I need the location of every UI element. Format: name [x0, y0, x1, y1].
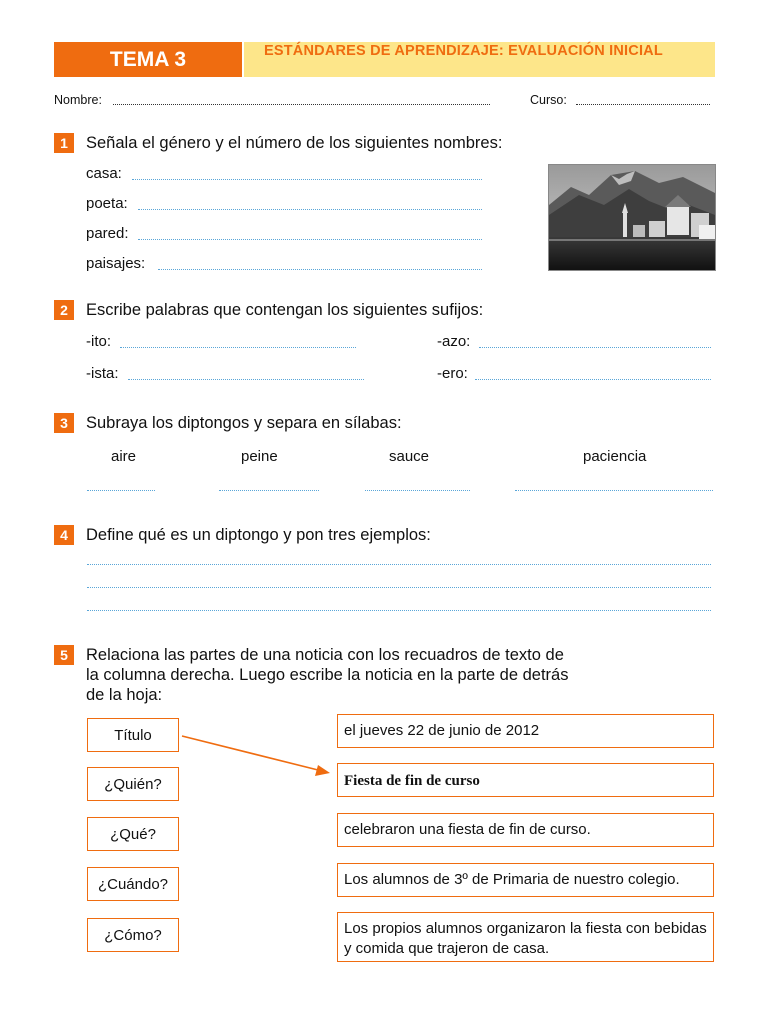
q2-suffix-ero: -ero:: [437, 365, 468, 382]
q3-word-paciencia[interactable]: paciencia: [583, 448, 647, 465]
q5-left-box-titulo[interactable]: Título: [87, 718, 179, 752]
q5-left-box-como[interactable]: ¿Cómo?: [87, 918, 179, 952]
q3-word-peine[interactable]: peine: [241, 448, 278, 465]
tema-badge: TEMA 3: [54, 42, 242, 77]
q1-word-pared: pared:: [86, 225, 129, 242]
q5-left-box-cuando[interactable]: ¿Cuándo?: [87, 867, 179, 901]
question-1-number: 1: [54, 133, 74, 153]
question-5-text-line-3: de la hoja:: [86, 686, 163, 704]
q3-word-sauce[interactable]: sauce: [389, 448, 430, 465]
q3-word-aire[interactable]: aire: [111, 448, 137, 465]
q1-word-paisajes: paisajes:: [86, 255, 146, 272]
curso-label: Curso:: [530, 93, 567, 107]
question-4-text: Define qué es un diptongo y pon tres ejemplos:: [86, 526, 431, 544]
question-1-text: Señala el género y el número de los siguientes nombres:: [86, 134, 503, 152]
q2-suffix-ito: -ito:: [86, 333, 112, 350]
q5-right-box-3[interactable]: celebraron una fiesta de fin de curso.: [337, 813, 714, 847]
page-title: ESTÁNDARES DE APRENDIZAJE: EVALUACIÓN INICIAL: [264, 43, 663, 59]
q1-word-poeta: poeta:: [86, 195, 128, 212]
question-5-text-line-2: la columna derecha. Luego escribe la noticia en la parte de detrás: [86, 666, 569, 684]
q2-suffix-azo: -azo:: [437, 333, 471, 350]
question-2-number: 2: [54, 300, 74, 320]
question-5-number: 5: [54, 645, 74, 665]
nombre-label: Nombre:: [54, 93, 102, 107]
q5-right-box-1[interactable]: el jueves 22 de junio de 2012: [337, 714, 714, 748]
q5-left-box-que[interactable]: ¿Qué?: [87, 817, 179, 851]
question-3-text: Subraya los diptongos y separa en sílabas:: [86, 414, 402, 432]
q2-suffix-ista: -ista:: [86, 365, 119, 382]
question-4-number: 4: [54, 525, 74, 545]
q1-word-casa: casa:: [86, 165, 122, 182]
q5-right-box-2[interactable]: Fiesta de fin de curso: [337, 763, 714, 797]
q5-right-box-4[interactable]: Los alumnos de 3º de Primaria de nuestro colegio.: [337, 863, 714, 897]
q5-left-box-quien[interactable]: ¿Quién?: [87, 767, 179, 801]
question-3-number: 3: [54, 413, 74, 433]
question-2-text: Escribe palabras que contengan los siguientes sufijos:: [86, 301, 484, 319]
question-5-text-line-1: Relaciona las partes de una noticia con los recuadros de texto de: [86, 646, 564, 664]
q5-right-box-5[interactable]: Los propios alumnos organizaron la fiesta con bebidas y comida que trajeron de casa.: [337, 912, 714, 962]
